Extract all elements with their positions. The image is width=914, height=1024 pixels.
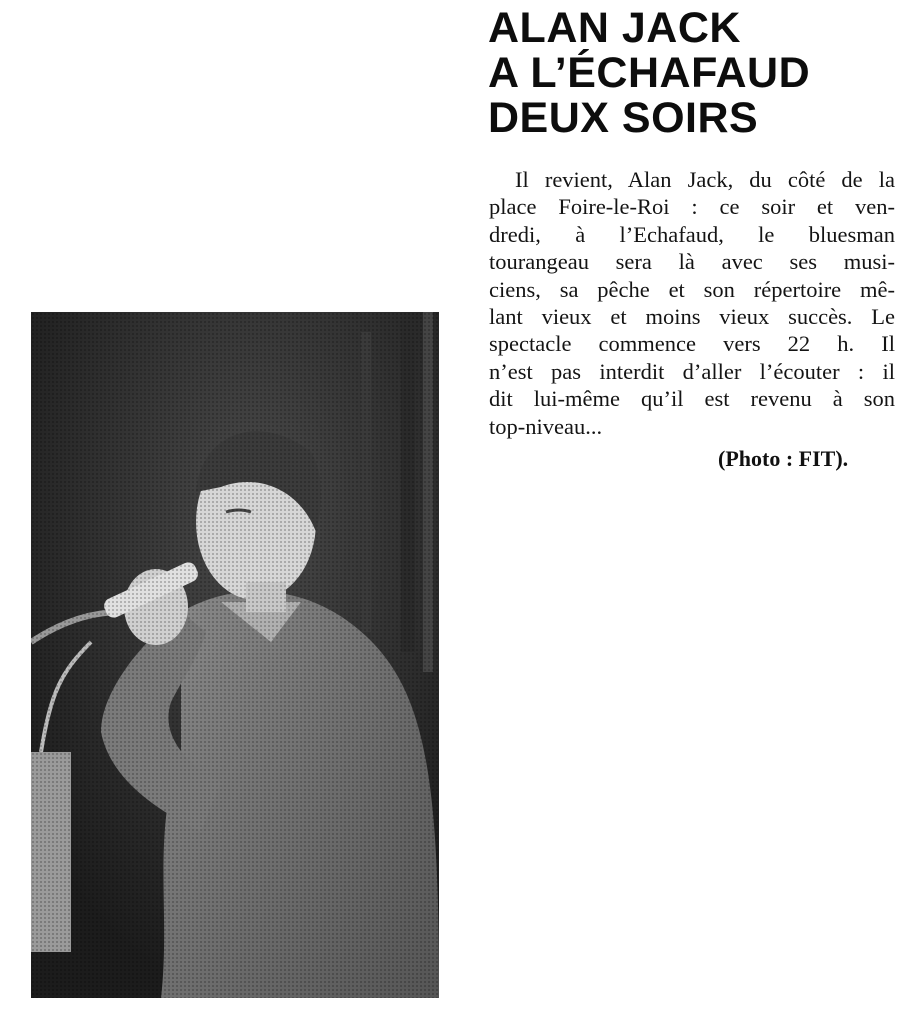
body-line: lant vieux et moins vieux succès. Le: [489, 303, 895, 329]
article-headline: [488, 6, 908, 141]
body-line: tourangeau sera là avec ses musi-: [489, 249, 895, 275]
singer-photo-illustration: [31, 312, 439, 998]
body-line: n’est pas interdit d’aller l’écouter : il: [489, 358, 895, 384]
headline-line-1: ALAN JACK: [488, 4, 741, 52]
body-line: spectacle commence vers 22 h. Il: [489, 331, 895, 357]
body-line: Il revient, Alan Jack, du côté de la: [515, 167, 895, 192]
body-line: dredi, à l’Echafaud, le bluesman: [489, 221, 895, 247]
body-line: top-niveau...: [489, 413, 603, 439]
article-body: [489, 166, 895, 440]
body-line: dit lui-même qu’il est revenu à son: [489, 386, 895, 412]
article-photo: [31, 312, 439, 998]
body-line: ciens, sa pêche et son répertoire mê-: [489, 276, 895, 302]
photo-credit: (Photo : FIT).: [718, 446, 849, 471]
body-line: place Foire-le-Roi : ce soir et ven-: [489, 194, 895, 220]
headline-line-2: A L’ÉCHAFAUD: [488, 49, 811, 97]
headline-line-3: DEUX SOIRS: [488, 94, 759, 142]
